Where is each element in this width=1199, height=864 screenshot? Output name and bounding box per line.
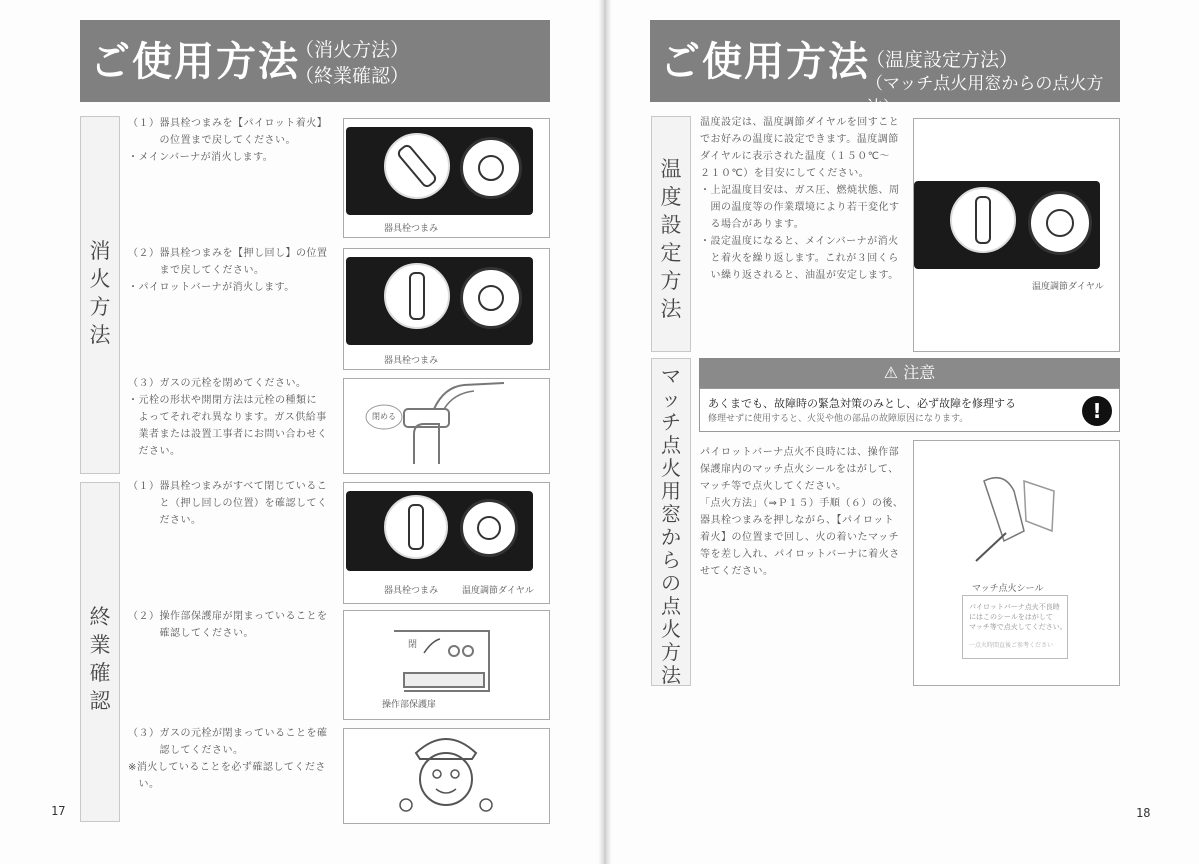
tab-match-tenka xyxy=(651,358,691,686)
protective-door-figure xyxy=(343,610,550,720)
shuugyou-1-caption-dial: 温度調節ダイヤル xyxy=(462,586,534,596)
ondo-line-4: ２１０℃）を目安にしてください。 xyxy=(700,168,870,179)
match-caption: マッチ点火シール xyxy=(972,584,1044,594)
ondo-line-3: ダイヤルに表示された温度（１５０℃～ xyxy=(700,151,890,162)
shuugyou-step-1-text xyxy=(128,478,343,529)
sticker-line-1: パイロットバーナ点火不良時 xyxy=(969,603,1060,611)
shuugyou-3-line1: （３）ガスの元栓が閉まっていることを確 xyxy=(128,728,328,739)
tab-shouka-label xyxy=(81,237,119,349)
shouka-3-line4: 業者または設置工事者にお問い合わせく xyxy=(128,429,328,440)
control-panel xyxy=(346,257,533,345)
shuugyou-1-line1: （１）器具栓つまみがすべて閉じているこ xyxy=(128,481,328,492)
ondo-line-5: ・上記温度目安は、ガス圧、燃焼状態、周 xyxy=(700,185,900,196)
shuugyou-3-line2: 認してください。 xyxy=(128,745,244,756)
shouka-3-line1: （３）ガスの元栓を閉めてください。 xyxy=(128,378,307,389)
shuugyou-step-2-text xyxy=(128,608,343,642)
shuugyou-2-line2: 確認してください。 xyxy=(128,628,254,639)
shouka-1-line3: ・メインバーナが消火します。 xyxy=(128,152,274,163)
left-page-header xyxy=(80,20,550,102)
right-header-sub1: （温度設定方法） xyxy=(866,49,1019,71)
tab-shouka-houhou xyxy=(80,116,120,474)
ondo-caption: 温度調節ダイヤル xyxy=(1032,282,1104,292)
right-header-sub2: （マッチ点火用窓からの点火方法） xyxy=(866,74,1104,118)
right-page-number: 18 xyxy=(1136,806,1151,820)
match-ignition-sticker xyxy=(962,595,1068,659)
match-figure xyxy=(913,440,1120,686)
ondo-line-7: る場合があります。 xyxy=(700,219,805,230)
match-line-6: 着火】の位置まで回し、火の着いたマッチ xyxy=(700,532,900,543)
match-line-3: マッチ等で点火してください。 xyxy=(700,481,847,492)
shouka-3-line2: ・元栓の形状や開閉方法は元栓の種類に xyxy=(128,395,317,406)
caution-bold-line: あくまでも、故障時の緊急対策のみとし、必ず故障を修理する xyxy=(708,397,1016,410)
binding-gutter xyxy=(598,0,612,864)
shuugyou-3-line3: ※消火していることを必ず確認してくださ xyxy=(128,762,326,773)
match-line-5: 器具栓つまみを押しながら、【パイロット xyxy=(700,515,895,526)
door-close-label: 閉 xyxy=(408,640,418,650)
temperature-dial xyxy=(460,137,522,199)
ondo-line-6: 囲の温度等の作業環境により若干変化す xyxy=(700,202,900,213)
right-header-title: ご使用方法 xyxy=(660,39,870,85)
left-page-number: 17 xyxy=(51,804,66,818)
shuugyou-1-caption-knob: 器具栓つまみ xyxy=(384,586,439,596)
sticker-line-3: マッチ等で点火してください。 xyxy=(969,623,1067,631)
shuugyou-2-line1: （２）操作部保護扉が閉まっていることを xyxy=(128,611,328,622)
burner-knob xyxy=(371,120,464,213)
temperature-dial xyxy=(460,499,518,557)
shouka-step-2-text xyxy=(128,245,343,296)
tab-shuugyou-kakunin xyxy=(80,482,120,822)
ondo-line-2: でお好みの温度に設定できます。温度調節 xyxy=(700,134,899,145)
tab-ondo-settei xyxy=(651,116,691,352)
ok-sign-person-illustration xyxy=(344,729,549,823)
tab-match-label xyxy=(652,365,690,687)
shouka-1-figure xyxy=(343,118,550,238)
ondo-figure xyxy=(913,118,1120,352)
right-page-header xyxy=(650,20,1120,118)
temperature-dial xyxy=(460,267,522,329)
tab-shuugyou-label xyxy=(81,603,119,715)
match-line-1: パイロットバーナ点火不良時には、操作部 xyxy=(700,447,900,458)
match-ignition-illustration xyxy=(914,441,1119,581)
shuugyou-1-line2: と（押し回しの位置）を確認してく xyxy=(128,498,328,509)
shouka-3-line5: ださい。 xyxy=(128,446,181,457)
shouka-2-line1: （２）器具栓つまみを【押し回し】の位置 xyxy=(128,248,328,259)
ondo-text xyxy=(700,114,914,284)
tab-shuugyou-text: 終業確認 xyxy=(89,605,111,713)
exclamation-circle-icon: ! xyxy=(1082,396,1112,426)
shouka-1-line1: （１）器具栓つまみを【パイロット着火】 xyxy=(128,118,328,129)
match-line-4: 「点火方法」（⇒Ｐ１５）手順（６）の後、 xyxy=(700,498,904,509)
sticker-line-2: にはこのシールをはがして xyxy=(969,613,1053,621)
shuugyou-2-caption: 操作部保護扉 xyxy=(382,700,437,710)
control-panel xyxy=(346,491,533,571)
burner-knob xyxy=(384,495,448,559)
tab-ondo-label xyxy=(652,155,690,323)
shuugyou-step-3-text xyxy=(128,725,343,793)
match-line-8: せてください。 xyxy=(700,566,774,577)
shouka-2-figure xyxy=(343,248,550,370)
shuugyou-1-figure xyxy=(343,482,550,604)
ondo-line-9: と着火を繰り返します。これが３回くら xyxy=(700,253,899,264)
burner-knob xyxy=(384,263,450,329)
protective-door-illustration xyxy=(344,611,549,719)
temperature-dial xyxy=(1028,191,1092,255)
control-panel xyxy=(346,127,533,215)
ok-person-figure xyxy=(343,728,550,824)
shuugyou-3-line4: い。 xyxy=(128,779,160,790)
caution-body xyxy=(699,388,1120,432)
shouka-step-3-text xyxy=(128,375,343,460)
left-header-title: ご使用方法 xyxy=(90,39,300,85)
caution-sub-line: 修理せずに使用すると、火災や他の部品の故障原因になります。 xyxy=(708,414,969,424)
tab-ondo-text: 温度設定方法 xyxy=(660,157,682,321)
gas-valve-figure xyxy=(343,378,550,474)
warning-triangle-icon: ⚠ xyxy=(883,363,899,382)
valve-close-label: 閉める xyxy=(372,412,396,421)
match-line-2: 保護扉内のマッチ点火シールをはがして、 xyxy=(700,464,899,475)
shuugyou-1-line3: ださい。 xyxy=(128,515,202,526)
ondo-line-1: 温度設定は、温度調節ダイヤルを回すこと xyxy=(700,117,900,128)
hand-on-valve-illustration xyxy=(344,379,549,473)
left-header-sub2: （終業確認） xyxy=(295,65,410,87)
caution-header xyxy=(699,358,1120,388)
shouka-step-1-text xyxy=(128,115,343,166)
tab-shouka-text: 消火方法 xyxy=(89,239,111,347)
shouka-2-caption: 器具栓つまみ xyxy=(384,356,439,366)
caution-title: 注意 xyxy=(903,363,936,382)
ondo-line-8: ・設定温度になると、メインバーナが消火 xyxy=(700,236,899,247)
shouka-2-line3: ・パイロットバーナが消火します。 xyxy=(128,282,295,293)
control-panel xyxy=(914,181,1100,269)
ondo-line-10: い繰り返されると、油温が安定します。 xyxy=(700,270,899,281)
shouka-1-line2: の位置まで戻してください。 xyxy=(128,135,296,146)
tab-match-text: マッチ点火用窓からの点火方法 xyxy=(661,364,681,687)
match-line-7: 等を差し入れ、パイロットバーナに着火さ xyxy=(700,549,900,560)
sticker-line-4: 一点火時間直後ご参考ください xyxy=(969,642,1054,649)
match-text xyxy=(700,444,914,580)
shouka-2-line2: まで戻してください。 xyxy=(128,265,265,276)
burner-knob xyxy=(950,187,1016,253)
shouka-1-caption: 器具栓つまみ xyxy=(384,224,439,234)
shouka-3-line3: よってそれぞれ異なります。ガス供給事 xyxy=(128,412,327,423)
left-header-sub1: （消火方法） xyxy=(295,39,410,61)
